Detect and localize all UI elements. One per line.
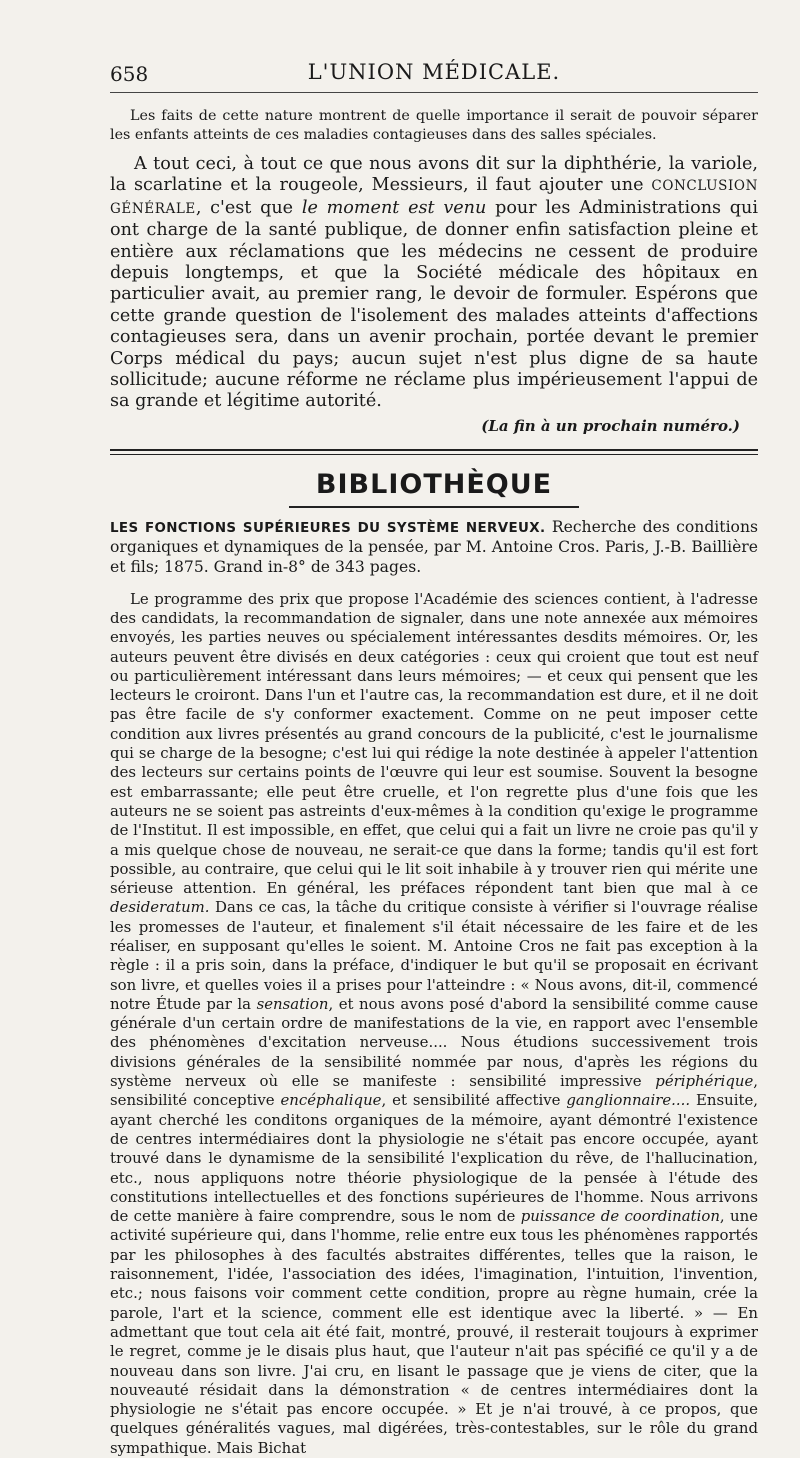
review-italic-2: sensation [256, 994, 329, 1013]
review-italic-4: encéphalique [280, 1091, 382, 1110]
review-text-7: , une activité supérieure qui, dans l'homme, relie entre eux tous les phénomènes rapportés par les philosophes à des facultés abstraites différentes, telles que la raison, le raisonnement, l'idée, l'association des idées, l'imagination, l'intuition, l'invention, etc.; nous faisons voir comment cette condition, propre au règne humain, crée la parole, l'art et la science, comment elle est identique avec la liberté. » — En admettant que tout cela ait été fait, montré, prouvé, il resterait toujours à exprimer le regret, comme je le disais plus haut, que l'auteur n'ait pas spécifié ce qu'il y a de nouveau dans son livre. J'ai cru, en lisant le passage que je viens de citer, que la nouveauté résidait dans la démonstration « de centres intermédiaires dont la physiologie ne s'était pas encore occupée. » Et je n'ai trouvé, à ce propos, que quelques généralités vagues, mal digérées, très-contestables, sur le rôle du grand sympathique. Mais Bichat [110, 1207, 758, 1457]
review-text-3: , et nous avons posé d'abord la sensibilité comme cause générale d'un certain ordre de manifestations de la vie, en rapport avec l'ensemble des phénomènes d'excitation nerveuse.... Nous étudions successivement trois divisions générales de la sensibilité nommée par nous, d'après les régions du système nerveux où elle se manifeste : sensibilité impressive [110, 994, 759, 1091]
review-text-2: Dans ce cas, la tâche du critique consiste à vérifier si l'ouvrage réalise les promesses de l'auteur, et finalement s'il était nécessaire de les faire et de les réaliser, en supposant qu'elles le soient. M. Antoine Cros ne fait pas exception à la règle : il a pris soin, dans la préface, d'indiquer le but qu'il se proposait en écrivant son livre, et quelles voies il a prises pour l'atteindre : « Nous avons, dit-il, commencé notre Étude par la [110, 898, 758, 1013]
review-text-6: Ensuite, ayant cherché les conditons organiques de la mémoire, ayant démontré l'existence de centres intermédiaires dont la physiologie ne s'était pas encore occupée, ayant trouvé dans le dynamisme de la sensibilité l'explication du rêve, de l'hallucination, etc., nous appliquons notre théorie physiologique de la pensée à l'étude des constitutions intellectuelles et des fonctions supérieures de l'homme. Nous arrivons de cette manière à faire comprendre, sous le nom de [110, 1091, 758, 1226]
conclusion-paragraph [110, 154, 758, 413]
running-head [110, 52, 758, 93]
conclusion-italic: le moment est venu [301, 197, 487, 218]
review-reference [110, 518, 758, 578]
conclusion-text-1: A tout ceci, à tout ce que nous avons dit sur la diphthérie, la variole, la scarlatine et la rougeole, Messieurs, il faut ajouter une [110, 154, 758, 196]
review-body [110, 590, 758, 1458]
review-italic-6: puissance de coordination [520, 1207, 720, 1226]
journal-title: L'UNION MÉDICALE. [307, 60, 561, 84]
review-italic-1: desideratum. [110, 898, 210, 917]
review-text-1: Le programme des prix que propose l'Académie des sciences contient, à l'adresse des candidats, la recommandation de signaler, dans une note annexée aux mémoires envoyés, les parties neuves ou spécialement intéressantes desdits mémoires. Or, les auteurs peuvent être divisés en deux catégories : ceux qui croient que tout est neuf ou particulièrement intéressant dans leurs mémoires; — et ceux qui pensent que les lecteurs le croiront. Dans l'un et l'autre cas, la recommandation est dure, et il ne doit pas être facile de s'y conformer exactement. Comme on ne peut imposer cette condition aux livres présentés au grand concours de la publicité, c'est le journalisme qui se charge de la besogne; c'est lui qui rédige la note destinée à appeler l'attention des lecteurs sur certains points de l'œuvre qui leur est soumise. Souvent la besogne est embarrassante; elle peut être cruelle, et l'on regrette plus d'une fois que les auteurs ne se soient pas astreints d'eux-mêmes à la condition qu'exige le programme de l'Institut. Il est impossible, en effet, que celui qui a fait un livre ne croie pas qu'il y a mis quelque chose de nouveau, ne serait-ce que dans la forme; tandis qu'il est fort possible, au contraire, que celui qui le lit soit inhabile à y trouver rien qui mérite une sérieuse attention. En général, les préfaces répondent tant bien que mal à ce [110, 589, 758, 898]
review-book-title: LES FONCTIONS SUPÉRIEURES DU SYSTÈME NERVEUX. [110, 520, 546, 536]
page-number: 658 [110, 62, 149, 86]
conclusion-smallcaps: CONCLUSION GÉNÉRALE [110, 178, 758, 217]
signoff: (La fin à un prochain numéro.) [481, 416, 740, 435]
review-text-4: , sensibilité conceptive [110, 1072, 758, 1110]
conclusion-text-3: pour les Administrations qui ont charge de la santé publique, de donner enfin satisfaction pleine et entière aux réclamations que les médecins ne cessent de produire depuis longtemps, et que la Société médicale des hôpitaux en particulier avait, au premier rang, le devoir de formuler. Espérons que cette grande question de l'isolement des malades atteints d'affections contagieuses sera, dans un avenir prochain, portée devant le premier Corps médical du pays; aucun sujet n'est plus digne de sa haute sollicitude; aucune réforme ne réclame plus impérieusement l'appui de sa grande et légitime autorité. [110, 197, 759, 412]
intro-paragraph: Les faits de cette nature montrent de quelle importance il serait de pouvoir séparer les enfants atteints de ces maladies contagieuses dans des salles spéciales. [110, 108, 758, 143]
section-divider [110, 449, 758, 455]
review-italic-5: ganglionnaire.... [566, 1091, 691, 1110]
review-italic-3: périphérique [655, 1072, 754, 1091]
section-heading: BIBLIOTHÈQUE [315, 468, 553, 500]
review-text-5: , et sensibilité affective [381, 1091, 567, 1110]
conclusion-text-2: , c'est que [195, 197, 302, 218]
review-book-details: Recherche des conditions organiques et dynamiques de la pensée, par M. Antoine Cros. Paris, J.-B. Baillière et fils; 1875. Grand in-8° de 343 pages. [110, 517, 758, 577]
section-underline [289, 506, 579, 508]
